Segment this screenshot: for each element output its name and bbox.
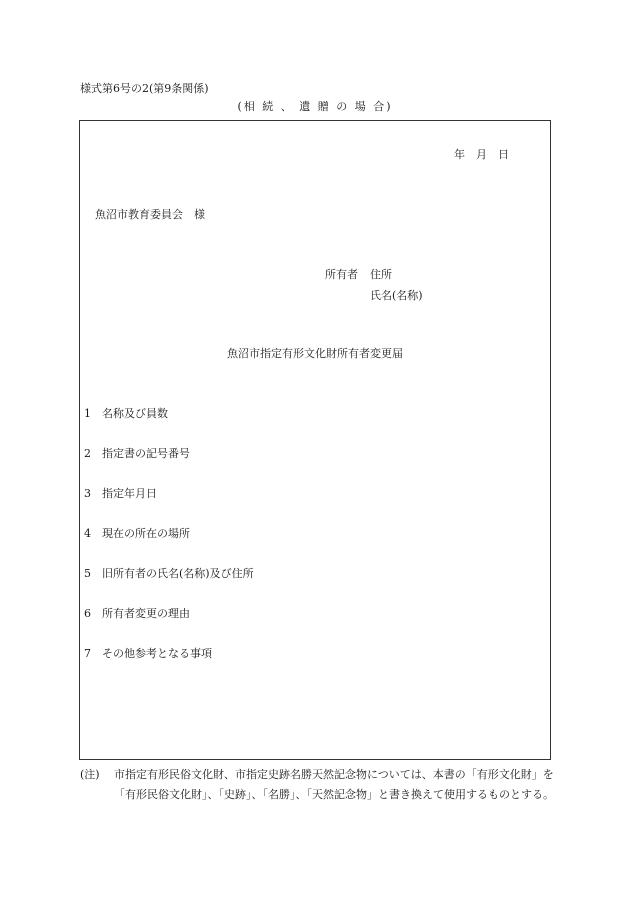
form-number-label: 様式第6号の2(第9条関係): [80, 82, 209, 95]
item-label: 名称及び員数: [102, 407, 168, 420]
item-label: 現在の所在の場所: [102, 527, 190, 540]
footnote-text: 市指定有形民俗文化財、市指定史跡名勝天然記念物については、本書の「有形文化財」を「有形民俗文化財」、「史跡」、「名勝」、「天然記念物」と書き換えて使用するものとする。: [114, 768, 554, 801]
list-item: [84, 525, 190, 541]
list-item: [84, 565, 254, 581]
date-line: 年 月 日: [454, 148, 509, 161]
footnote-mark: (注): [80, 768, 100, 781]
item-number: 1: [84, 407, 91, 420]
item-number: 7: [84, 647, 91, 660]
list-item: [84, 645, 212, 661]
item-number: 5: [84, 567, 91, 580]
form-subtitle: (相 続 、 遺 贈 の 場 合): [237, 100, 393, 113]
addressee: 魚沼市教育委員会 様: [95, 208, 205, 221]
item-label: その他参考となる事項: [102, 647, 212, 660]
document-title: 魚沼市指定有形文化財所有者変更届: [227, 347, 403, 360]
item-label: 指定年月日: [102, 487, 157, 500]
item-number: 3: [84, 487, 91, 500]
list-item: [84, 405, 168, 421]
item-label: 旧所有者の氏名(名称)及び住所: [102, 567, 254, 580]
owner-address-label: 住所: [370, 268, 392, 281]
owner-role-label: 所有者: [325, 268, 358, 281]
list-item: [84, 445, 190, 461]
footnote: [80, 765, 556, 805]
owner-name-label: 氏名(名称): [370, 289, 423, 302]
item-number: 6: [84, 607, 91, 620]
item-label: 所有者変更の理由: [102, 607, 190, 620]
list-item: [84, 485, 157, 501]
list-item: [84, 605, 190, 621]
item-label: 指定書の記号番号: [102, 447, 190, 460]
item-number: 2: [84, 447, 91, 460]
item-number: 4: [84, 527, 91, 540]
